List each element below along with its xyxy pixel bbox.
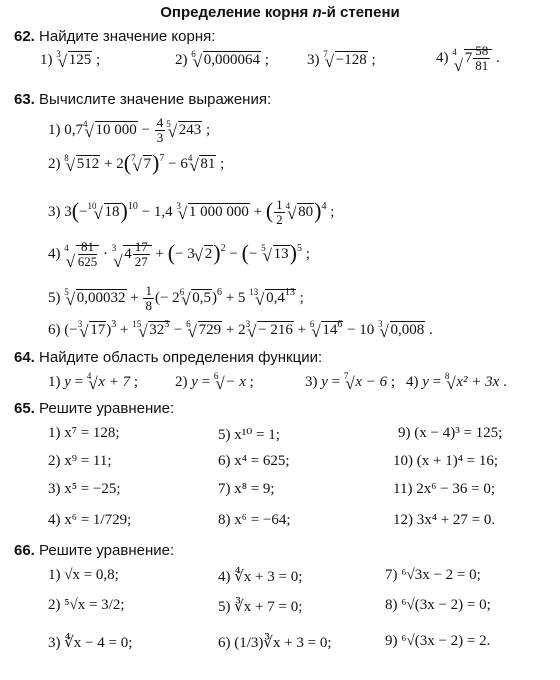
problem-62-2: 2) $^6$√ 0,000064 ; <box>175 52 269 69</box>
problem-66-7: 7) ⁶√3x − 2 = 0; <box>385 567 481 583</box>
problem-66-4: 4) ∜x + 3 = 0; <box>218 569 303 585</box>
problem-65-4: 4) x⁶ = 1/729; <box>48 512 132 528</box>
page-title: Определение корня n-й степени <box>160 4 400 21</box>
problem-65-12: 12) 3x⁴ + 27 = 0. <box>393 512 496 528</box>
problem-66-6: 6) (1/3)∛x + 3 = 0; <box>218 635 332 651</box>
problem-63-5: 5) $^5$√ 0,00032 + $\frac{1}{8}$ (− $2^6√$ 0,5)$^6$ + 5 $^{13}$√ $0,4^{13}$ ; <box>48 284 304 313</box>
section-63-heading: 63. Вычислите значение выражения: <box>14 91 272 108</box>
problem-64-4: 4) y = $^8$√ x² + 3x . <box>406 374 507 391</box>
problem-63-4: 4) $^4$ √ $\frac{81}{625}$ · $^3$√ 4 $\frac{17}{27}$ + (− 3√ 2)$^2$ − (− $^5$√ 13)$^5$ ; <box>48 240 310 269</box>
problem-63-1: 1) $0,7^4√$ 10 000 − $\frac{4}{3}$ $^5$√ 243 ; <box>48 116 210 145</box>
problem-66-2: 2) ⁵√x = 3/2; <box>48 597 125 613</box>
problem-64-3: 3) y = $^7$√ x − 6 ; <box>305 374 395 391</box>
problem-65-2: 2) x⁹ = 11; <box>48 453 112 469</box>
section-64-heading: 64. Найдите область определения функции: <box>14 349 323 366</box>
problem-63-6: 6) (−$^3$√ 17)$^3$ + $^{15}$√ $32^3 - ^6√$ $729 + 2^3√ - 216 + ^6√$ $14^6 - 10$ $^3$√ 0,008 . <box>48 322 433 339</box>
problem-64-2: 2) y = $^6$√ − x ; <box>175 374 254 391</box>
problem-65-1: 1) x⁷ = 128; <box>48 425 120 441</box>
problem-65-3: 3) x⁵ = −25; <box>48 481 121 497</box>
problem-65-10: 10) (x + 1)⁴ = 16; <box>393 453 499 469</box>
problem-65-5: 5) x¹⁰ = 1; <box>218 427 280 443</box>
section-62-heading: 62. Найдите значение корня: <box>14 28 216 45</box>
problem-65-8: 8) x⁶ = −64; <box>218 512 291 528</box>
problem-65-9: 9) (x − 4)³ = 125; <box>398 425 503 441</box>
problem-66-9: 9) ⁶√(3x − 2) = 2. <box>385 633 491 649</box>
problem-62-3: 3) $^7$√ −128 ; <box>307 52 376 69</box>
problem-65-6: 6) x⁴ = 625; <box>218 453 290 469</box>
problem-62-1: 1) $^3$√ 125 ; <box>40 52 100 69</box>
problem-65-11: 11) 2x⁶ − 36 = 0; <box>393 481 496 497</box>
problem-65-7: 7) x⁸ = 9; <box>218 481 275 497</box>
problem-62-4: 4) $^4$√ 7 $\frac{58}{81}$ . <box>436 44 500 73</box>
problem-64-1: 1) y = $^4$√ x + 7 ; <box>48 374 138 391</box>
section-66-heading: 66. Решите уравнение: <box>14 542 175 559</box>
problem-66-5: 5) ∛x + 7 = 0; <box>218 599 303 615</box>
section-65-heading: 65. Решите уравнение: <box>14 400 175 417</box>
problem-63-2: 2) $^8$√ 512 + 2($^7$√ $7)^7 - 6^4√$ 81 ; <box>48 156 224 173</box>
problem-63-3: 3) 3(−$^{10}$√ 18)$^{10}$ − 1,4 $^3$√ 1 000 000 + ( $\frac{1}{2}$ $^4$√ 80)$^4$ ; <box>48 198 334 227</box>
problem-66-1: 1) √x = 0,8; <box>48 567 119 583</box>
problem-66-8: 8) ⁶√(3x − 2) = 0; <box>385 597 491 613</box>
problem-66-3: 3) ∜x − 4 = 0; <box>48 635 133 651</box>
